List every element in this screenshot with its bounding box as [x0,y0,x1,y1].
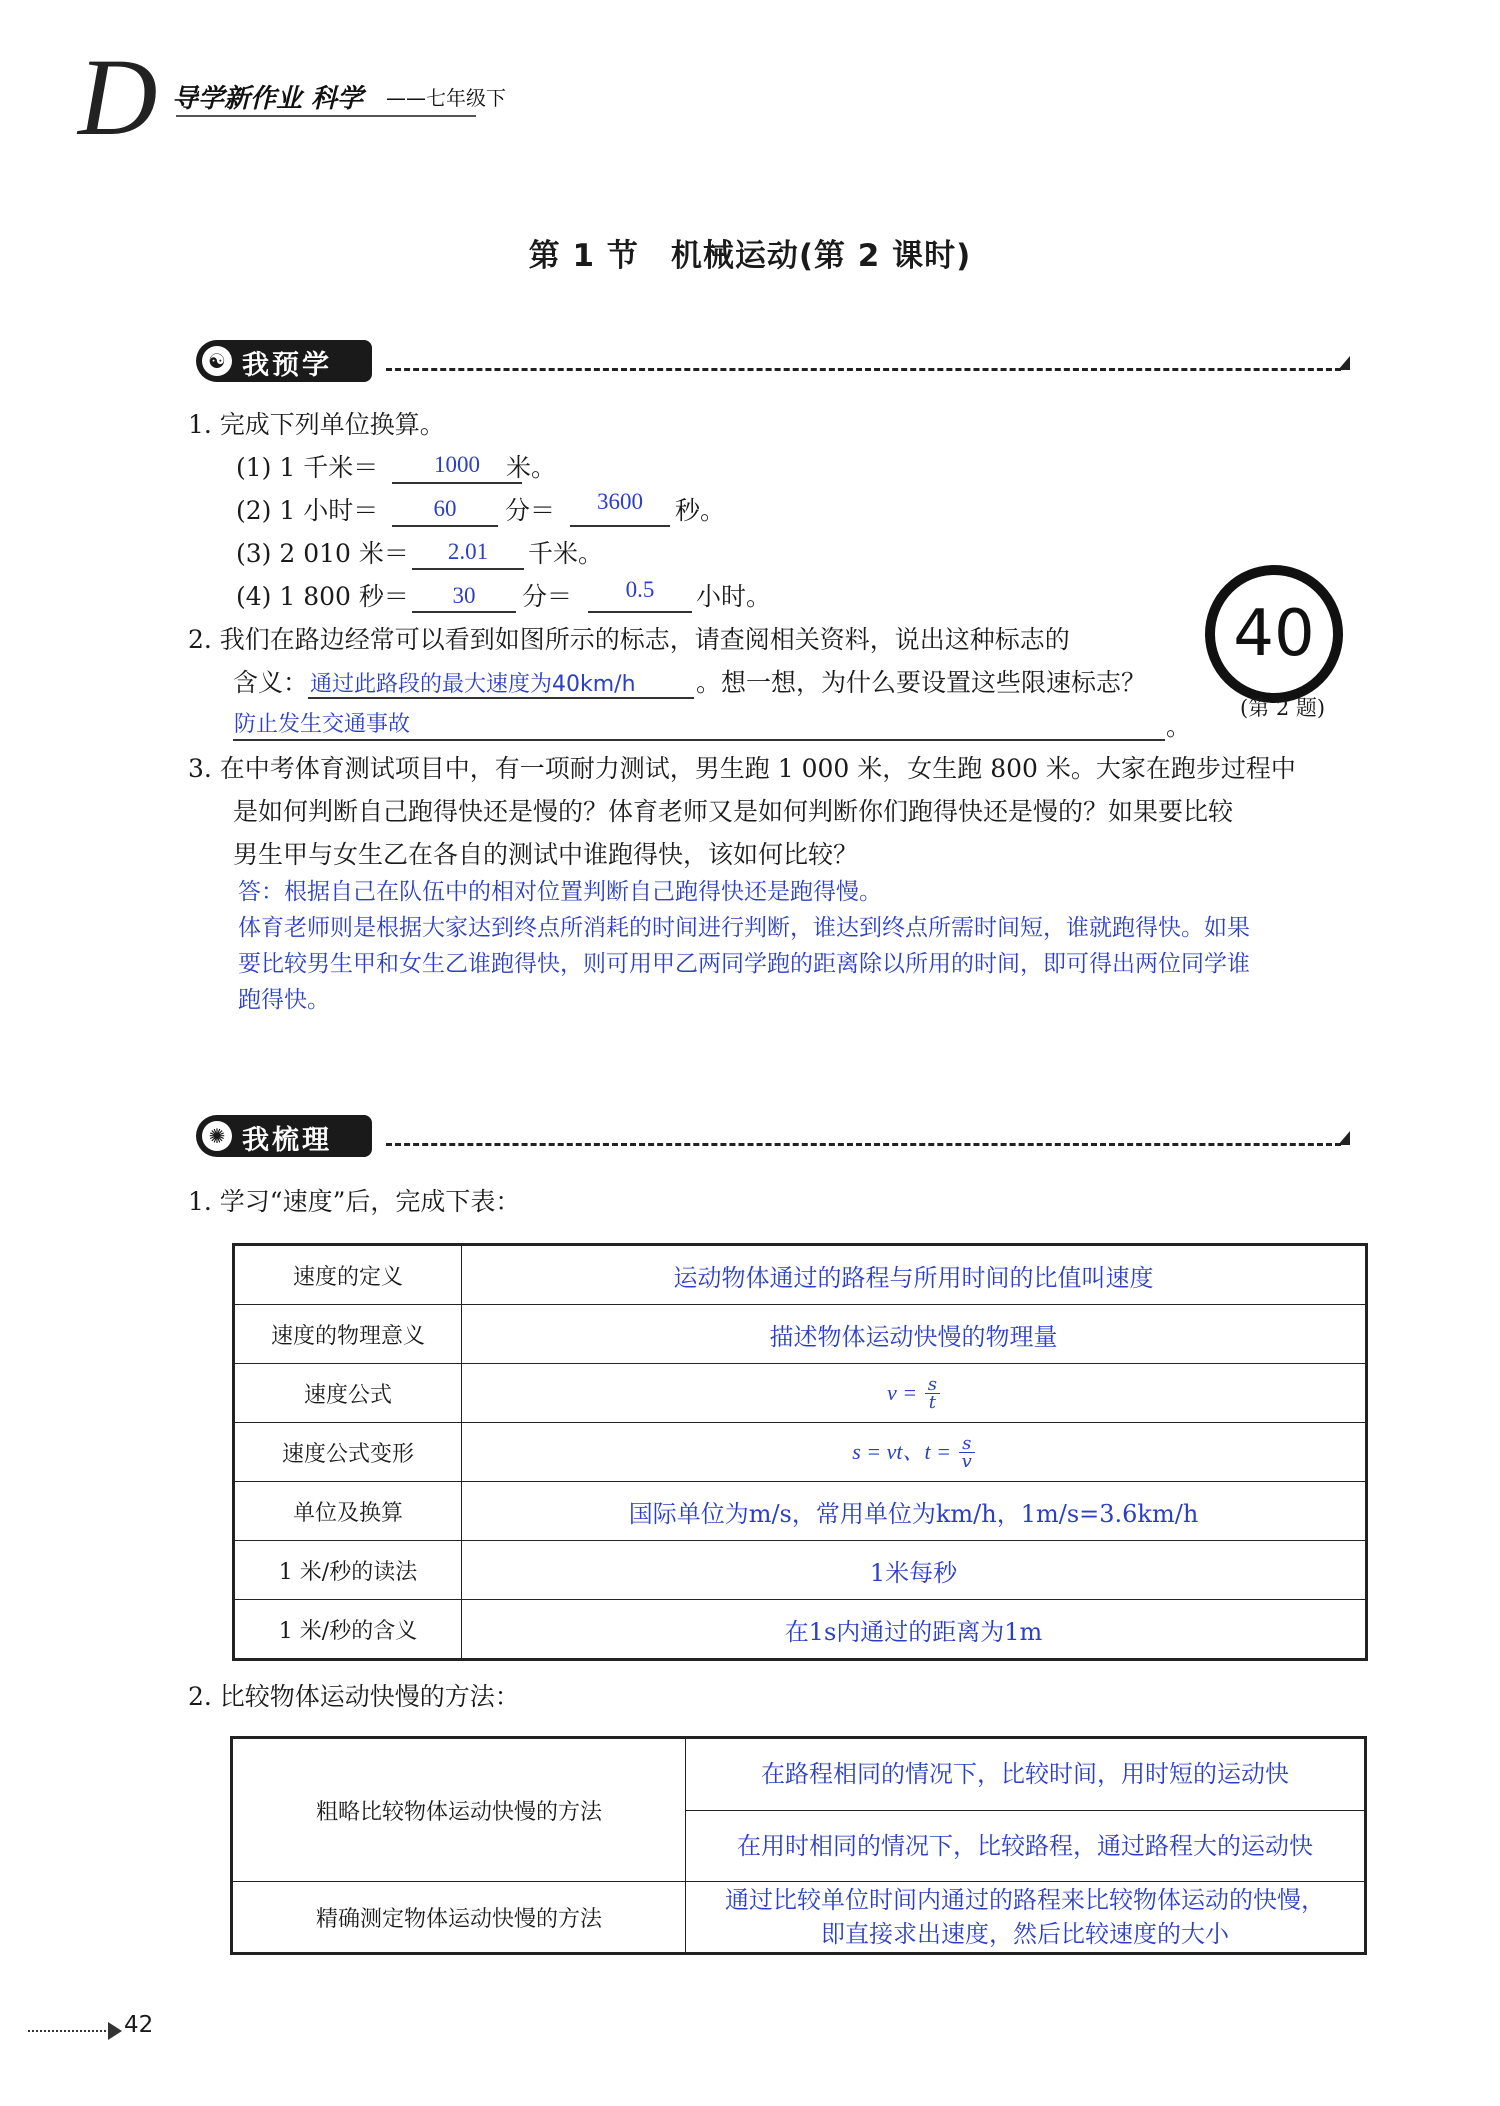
blank-line [392,482,522,484]
header-underline [176,115,476,117]
page-title: 第 1 节 机械运动(第 2 课时) [528,238,972,274]
q2-answer-meaning: 通过此路段的最大速度为40km/h [310,672,636,697]
grade-label: ——七年级下 [386,86,506,110]
q2-line3-end: 。 [1166,712,1192,741]
table-row [234,1423,1367,1482]
speed-table [232,1243,1368,1661]
q1-ans-hours: 0.5 [625,577,655,602]
formula-lhs: v = [886,1379,918,1405]
q1-line2-post: 秒。 [675,496,726,525]
book-title: 导学新作业 科学 [172,84,364,114]
q3-answer-1: 答：根据自己在队伍中的相对位置判断自己跑得快还是跑得慢。 [238,879,882,905]
q1-line2-mid: 分＝ [505,496,556,525]
table-value: 1米每秒 [462,1541,1367,1600]
q1-ans-minutes: 30 [452,583,476,608]
q1-line1-pre: (1) 1 千米＝ [236,453,379,482]
blank-line [588,611,692,613]
q3-line2: 是如何判断自己跑得快还是慢的？体育老师又是如何判断你们跑得快还是慢的？如果要比较 [233,797,1234,826]
section-pill [196,1115,372,1157]
q1-stem: 1. 完成下列单位换算。 [188,410,445,439]
table-key: 1 米/秒的含义 [234,1600,462,1660]
blank-line [233,739,1165,741]
table-key: 速度公式 [234,1364,462,1423]
header-logo-letter: D [78,36,158,158]
table-value: 在用时相同的情况下，比较路程，通过路程大的运动快 [686,1810,1366,1882]
section-review-label: 我梳理 [242,1125,332,1156]
table-row [234,1541,1367,1600]
review-q1-stem: 1. 学习“速度”后，完成下表： [188,1187,521,1216]
q1-line4-post: 小时。 [696,582,772,611]
table-value: 国际单位为m/s，常用单位为km/h，1m/s=3.6km/h [462,1482,1367,1541]
table-key: 1 米/秒的读法 [234,1541,462,1600]
blank-line [412,568,524,570]
precise-line-2: 即直接求出速度，然后比较速度的大小 [821,1920,1229,1948]
table-key: 单位及换算 [234,1482,462,1541]
table-row [234,1245,1367,1305]
q1-line4-pre: (4) 1 800 秒＝ [236,582,409,611]
section-corner-marker [1338,1131,1350,1145]
q3-answer-2: 体育老师则是根据大家达到终点所消耗的时间进行判断，谁达到终点所需时间短，谁就跑得快。如果 [238,915,1250,941]
compare-methods-table [230,1736,1367,1955]
q1-line2-pre: (2) 1 小时＝ [236,496,379,525]
q3-answer-3: 要比较男生甲和女生乙谁跑得快，则可用甲乙两同学跑的距离除以所用的时间，即可得出两位同学谁 [238,951,1250,977]
q1-ans-min: 60 [433,496,457,521]
fraction-denominator: v [961,1450,972,1472]
section-pill [196,340,372,382]
table-row [232,1882,1366,1954]
q1-ans-km: 1000 [434,452,480,477]
q2-answer-reason: 防止发生交通事故 [234,712,411,737]
formula-lhs: s = vt、t = [852,1438,951,1464]
table-key: 粗略比较物体运动快慢的方法 [232,1738,686,1882]
speed-formula-variants [462,1423,1367,1482]
q3-line1: 3. 在中考体育测试项目中，有一项耐力测试，男生跑 1 000 米，女生跑 800 米。大家在跑步过程中 [188,754,1296,783]
page-number: 42 [124,2012,154,2038]
table-value: 在路程相同的情况下，比较时间，用时短的运动快 [686,1738,1366,1811]
section-dashed-rule [386,1143,1341,1146]
speed-limit-number: 40 [1233,597,1315,671]
q1-line3-pre: (3) 2 010 米＝ [236,539,409,568]
section-dashed-rule [386,368,1341,371]
figure-caption: (第 2 题) [1240,696,1326,720]
q3-answer-4: 跑得快。 [238,987,330,1013]
q1-line4-mid: 分＝ [522,582,573,611]
table-key: 精确测定物体运动快慢的方法 [232,1882,686,1954]
q1-line1-post: 米。 [506,453,557,482]
table-row [232,1738,1366,1811]
footer-arrow-icon [108,2022,122,2040]
review-q2-stem: 2. 比较物体运动快慢的方法： [188,1682,520,1711]
q1-ans-sec: 3600 [597,489,643,514]
fraction-numerator: s [925,1376,940,1394]
blank-line [392,525,498,527]
table-key: 速度公式变形 [234,1423,462,1482]
q2-line2-pre: 含义： [233,668,309,697]
table-row [234,1364,1367,1423]
section-preview-label: 我预学 [242,350,332,381]
table-value: 描述物体运动快慢的物理量 [462,1305,1367,1364]
table-value: 在1s内通过的距离为1m [462,1600,1367,1660]
q1-ans-kilometer: 2.01 [447,539,489,564]
table-value [686,1882,1366,1954]
section-banner-review [196,1115,1356,1159]
section-corner-marker [1338,356,1350,370]
table-value: 运动物体通过的路程与所用时间的比值叫速度 [462,1245,1367,1305]
speed-formula [462,1364,1367,1423]
blank-line [412,611,516,613]
table-row [234,1600,1367,1660]
footer-dotted-line [28,2030,110,2032]
section-banner-preview [196,340,1356,384]
blank-line [570,525,670,527]
section-review-icon: ✺ [202,1121,232,1151]
fraction-denominator: t [928,1391,936,1413]
table-key: 速度的物理意义 [234,1305,462,1364]
fraction-numerator: s [959,1435,975,1453]
table-row [234,1305,1367,1364]
precise-line-1: 通过比较单位时间内通过的路程来比较物体运动的快慢， [725,1886,1325,1914]
speed-limit-sign [1205,565,1343,703]
table-key: 速度的定义 [234,1245,462,1305]
table-row [234,1482,1367,1541]
section-preview-icon: ☯ [202,346,232,376]
formula-fraction [959,1432,975,1472]
q2-line1: 2. 我们在路边经常可以看到如图所示的标志，请查阅相关资料，说出这种标志的 [188,625,1070,654]
q3-line3: 男生甲与女生乙在各自的测试中谁跑得快，该如何比较？ [233,840,859,869]
formula-fraction [925,1373,940,1413]
q2-line2-post: 。想一想，为什么要设置这些限速标志？ [696,668,1147,697]
q1-line3-post: 千米。 [528,539,604,568]
blank-line [308,697,694,699]
